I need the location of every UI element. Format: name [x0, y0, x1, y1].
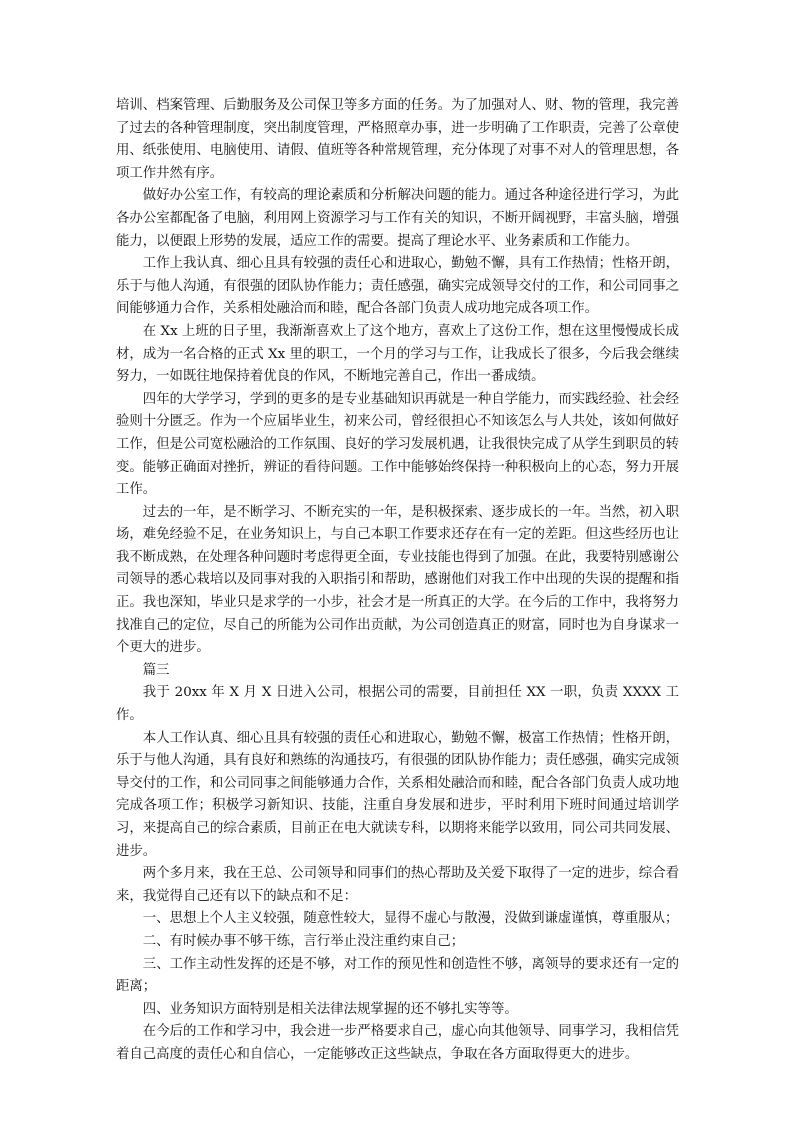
paragraph-4: 在 Xx 上班的日子里，我渐渐喜欢上了这个地方，喜欢上了这份工作，想在这里慢慢成长成材，成为一名合格的正式 Xx 里的职工，一个月的学习与工作，让我成长了很多，今后我会继续努力，一如既往地保持着优良的作风，不断地完善自己，作出一番成绩。	[116, 323, 679, 385]
paragraph-3: 工作上我认真、细心且具有较强的责任心和进取心，勤勉不懈，具有工作热情；性格开朗，乐于与他人沟通，有很强的团队协作能力；责任感强，确实完成领导交付的工作，和公司同事之间能够通力合作，关系相处融洽而和睦，配合各部门负责人成功地完成各项工作。	[116, 256, 679, 317]
list-item-4: 四、业务知识方面特别是相关法律法规掌握的还不够扎实等等。	[142, 1001, 518, 1017]
paragraph-8: 本人工作认真、细心且具有较强的责任心和进取心，勤勉不懈，极富工作热情；性格开朗，乐于与他人沟通，具有良好和熟练的沟通技巧，有很强的团队协作能力；责任感强，确实完成领导交付的工作，和公司同事之间能够通力合作，关系相处融洽而和睦，配合各部门负责人成功地完成各项工作；积极学习新知识、技能，注重自身发展和进步，平时利用下班时间通过培训学习，来提高自己的综合素质，目前正在电大就读专科，以期将来能学以致用，同公司共同发展、进步。	[116, 730, 679, 859]
list-item-2: 二、有时候办事不够干练，言行举止没注重约束自己；	[142, 933, 465, 949]
section-heading: 篇三	[142, 662, 170, 678]
paragraph-6: 过去的一年，是不断学习、不断充实的一年，是积极探索、逐步成长的一年。当然，初入职场，难免经验不足，在业务知识上，与自己本职工作要求还存在有一定的差距。但这些经历也让我不断成熟，在处理各种问题时考虑得更全面，专业技能也得到了加强。在此，我要特别感谢公司领导的悉心栽培以及同事对我的入职指引和帮助，感谢他们对我工作中出现的失误的提醒和指正。我也深知，毕业只是求学的一小步，社会才是一所真正的大学。在今后的工作中，我将努力找准自己的定位，尽自己的所能为公司作出贡献，为公司创造真正的财富，同时也为自身谋求一个更大的进步。	[116, 504, 679, 656]
list-item-1: 一、思想上个人主义较强，随意性较大，显得不虚心与散漫，没做到谦虚谨慎，尊重服从；	[142, 911, 679, 927]
paragraph-9: 两个多月来，我在王总、公司领导和同事们的热心帮助及关爱下取得了一定的进步，综合看来，我觉得自己还有以下的缺点和不足：	[116, 866, 679, 904]
paragraph-7: 我于 20xx 年 X 月 X 日进入公司，根据公司的需要，目前担任 XX 一职，负责 XXXX 工作。	[116, 685, 679, 724]
list-item-3: 三、工作主动性发挥的还是不够，对工作的预见性和创造性不够，离领导的要求还有一定的距离；	[116, 956, 679, 995]
paragraph-1: 培训、档案管理、后勤服务及公司保卫等多方面的任务。为了加强对人、财、物的管理，我完善了过去的各种管理制度，突出制度管理，严格照章办事，进一步明确了工作职责，完善了公章使用、纸张使用、电脑使用、请假、值班等各种常规管理，充分体现了对事不对人的管理思想，各项工作井然有序。	[116, 98, 679, 181]
paragraph-2: 做好办公室工作，有较高的理论素质和分析解决问题的能力。通过各种途径进行学习，为此各办公室都配备了电脑，利用网上资源学习与工作有关的知识，不断开阔视野，丰富头脑，增强能力，以便跟上形势的发展，适应工作的需要。提高了理论水平、业务素质和工作能力。	[116, 188, 679, 249]
paragraph-5: 四年的大学学习，学到的更多的是专业基础知识再就是一种自学能力，而实践经验、社会经验则十分匮乏。作为一个应届毕业生，初来公司，曾经很担心不知该怎么与人共处，该如何做好工作，但是公司宽松融洽的工作氛围、良好的学习发展机遇，让我很快完成了从学生到职员的转变。能够正确面对挫折，辨证的看待问题。工作中能够始终保持一种积极向上的心态，努力开展工作。	[116, 391, 679, 498]
paragraph-10: 在今后的工作和学习中，我会进一步严格要求自己，虚心向其他领导、同事学习，我相信凭着自己高度的责任心和自信心，一定能够改正这些缺点，争取在各方面取得更大的进步。	[116, 1024, 679, 1062]
document-page	[116, 95, 679, 1067]
